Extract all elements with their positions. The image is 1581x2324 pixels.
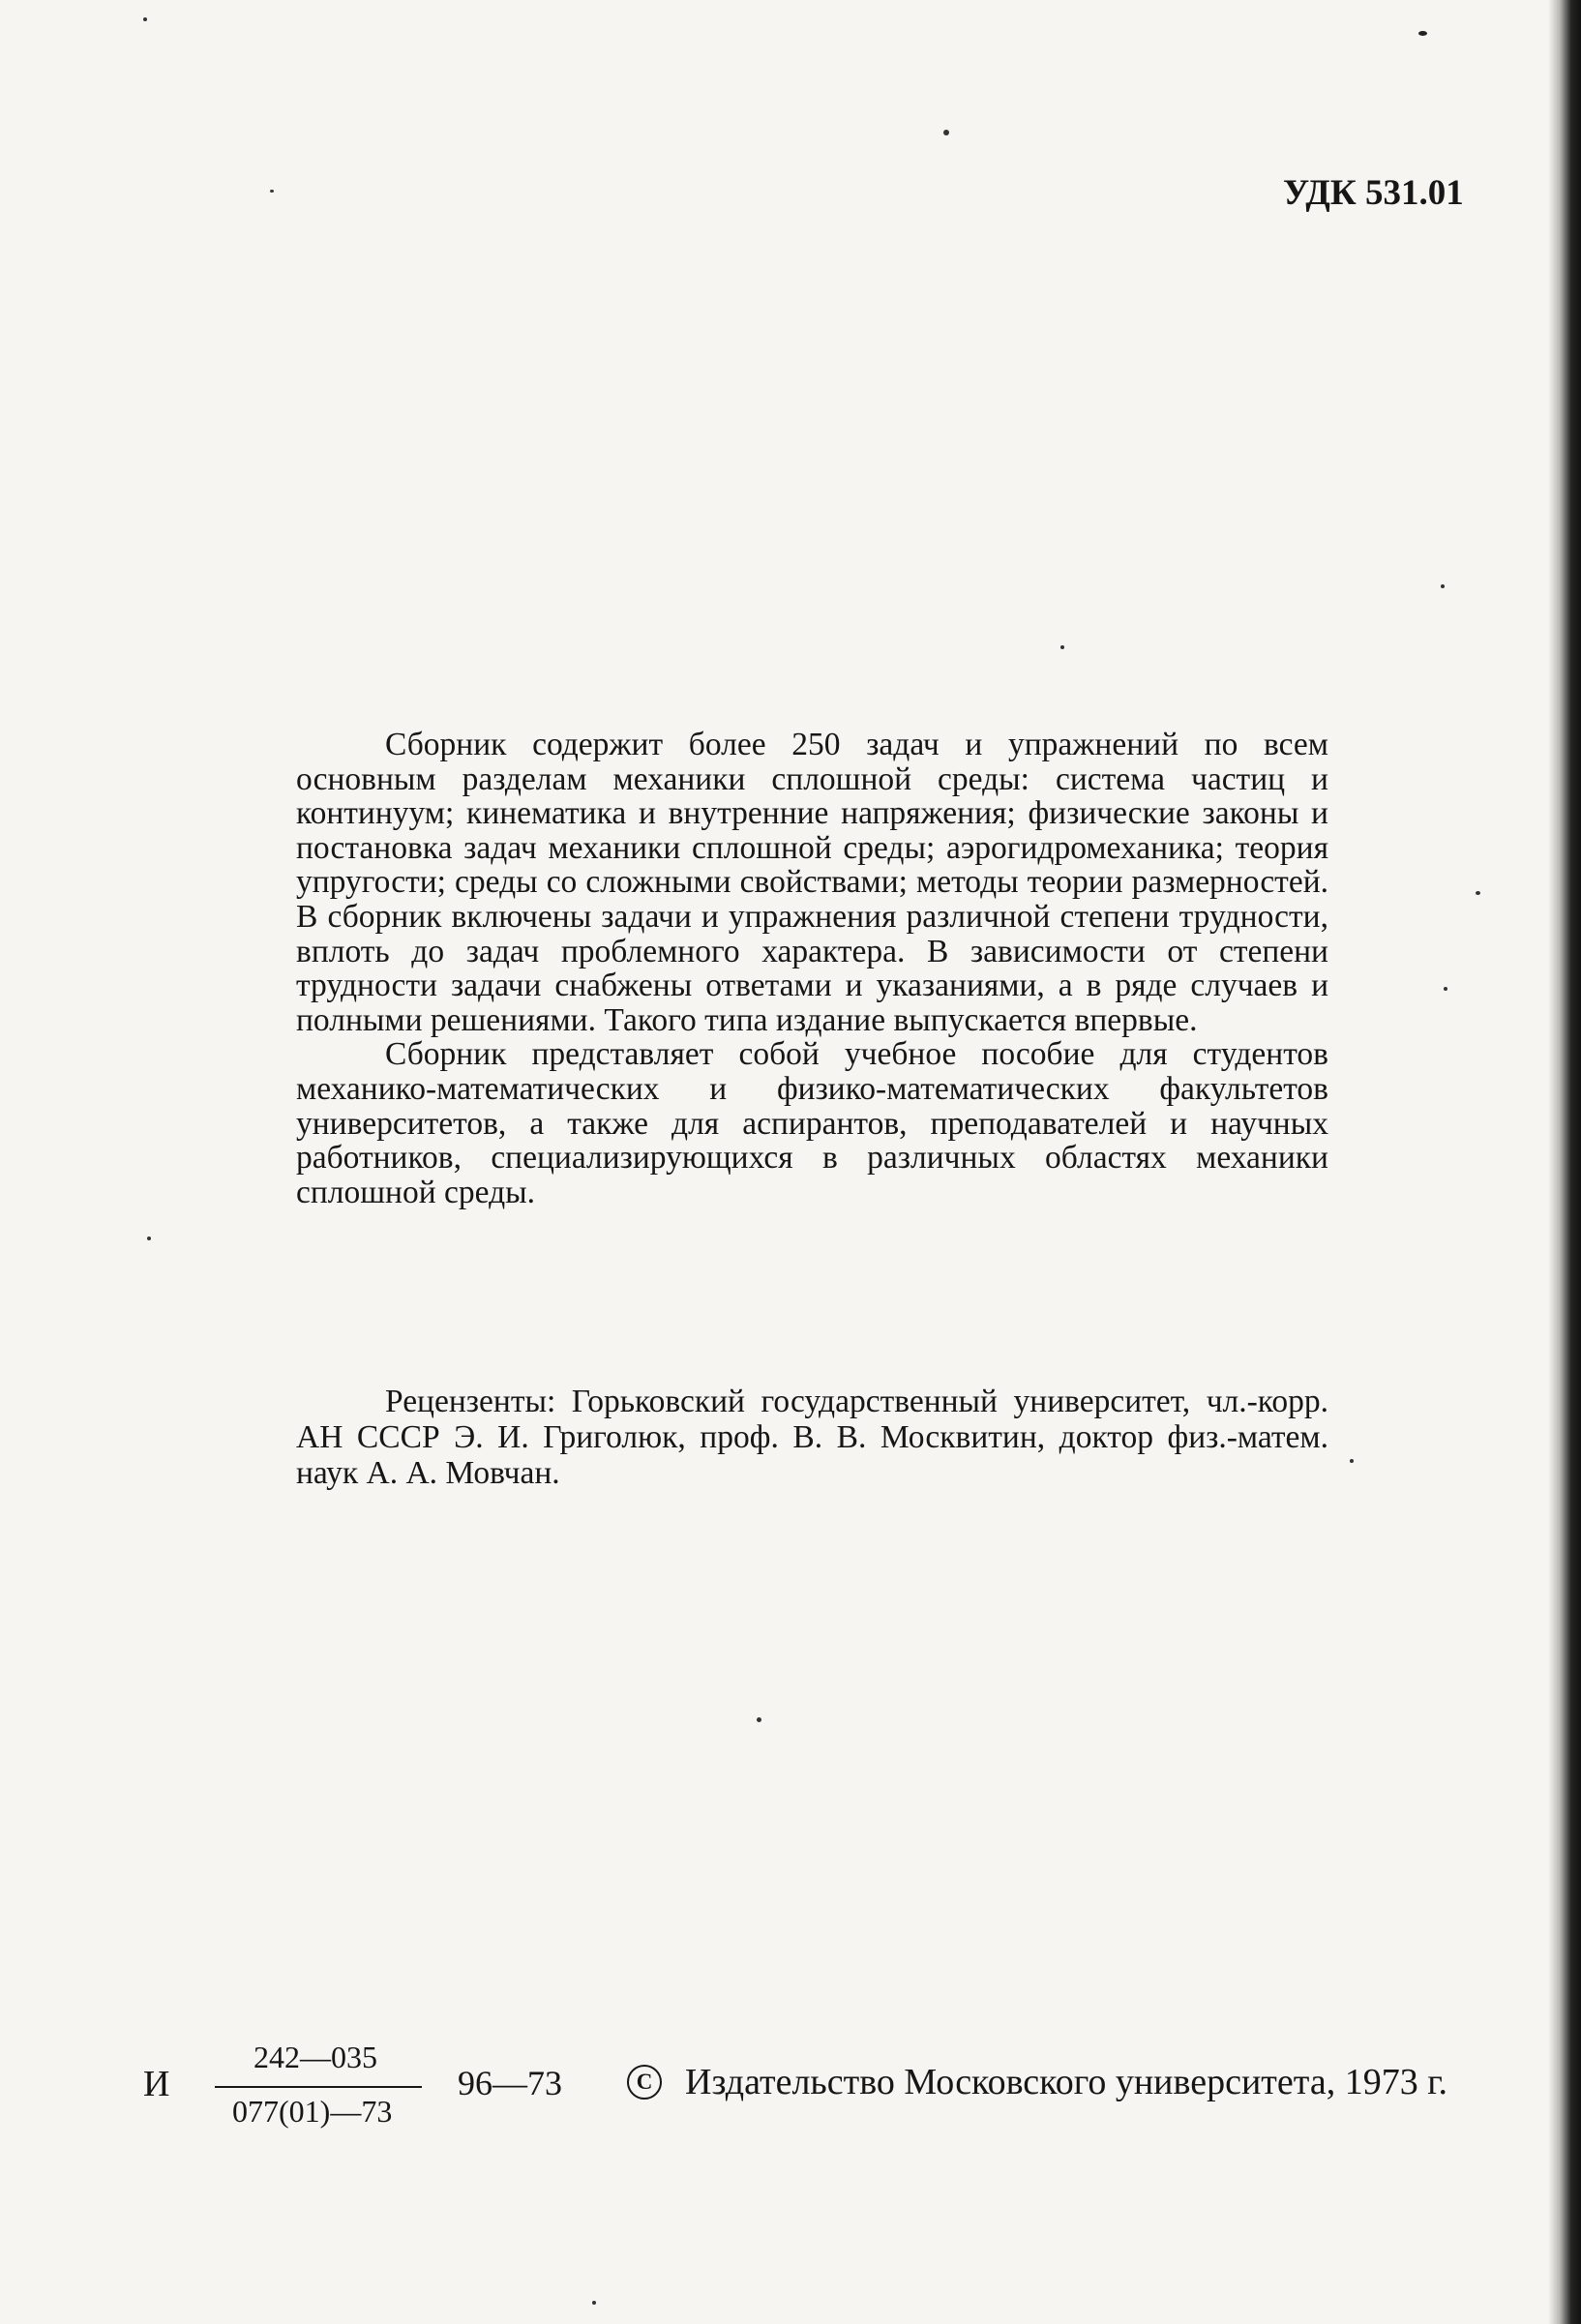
fraction-numerator: 242—035 bbox=[254, 2040, 377, 2074]
fraction-bar bbox=[215, 2086, 422, 2088]
imprint-line bbox=[0, 2040, 1581, 2136]
scan-speck bbox=[592, 2301, 596, 2305]
scan-edge-shadow bbox=[1548, 0, 1581, 2324]
scan-speck bbox=[1418, 31, 1427, 36]
scan-speck bbox=[943, 130, 949, 135]
udk-code: УДК 531.01 bbox=[1283, 173, 1464, 213]
reviewers bbox=[296, 1384, 1328, 1491]
scan-speck bbox=[270, 190, 274, 193]
scan-speck bbox=[1476, 891, 1480, 895]
publication-code: 96—73 bbox=[458, 2064, 562, 2102]
scan-speck bbox=[1441, 584, 1445, 588]
scan-speck bbox=[1350, 1459, 1354, 1463]
scan-speck bbox=[1060, 645, 1064, 649]
reviewers-text: Рецензенты: Горьковский государственный университет, чл.-корр. АН СССР Э. И. Григолюк, проф. В. В. Москвитин, доктор физ.-матем. наук А. А. Мовчан. bbox=[296, 1384, 1328, 1491]
copyright-icon: C bbox=[627, 2065, 662, 2100]
scan-speck bbox=[143, 17, 147, 21]
abstract-paragraph: Сборник содержит более 250 задач и упражнений по всем основным разделам механики сплошной среды: система частиц и континуум; кинематика и внутренние напряжения; физические законы и постановка задач механики сплошной среды; аэрогидромеханика; теория упругости; среды со сложными свойствами; методы теории размерностей. В сборник включены задачи и упражнения различной степени трудности, вплоть до задач проблемного характера. В зависимости от степени трудности задачи снабжены ответами и указаниями, а в ряде случаев и полными решениями. Такого типа издание выпускается впервые. bbox=[296, 727, 1328, 1038]
index-letter: И bbox=[143, 2064, 170, 2104]
abstract bbox=[296, 728, 1328, 1209]
abstract-paragraph: Сборник представляет собой учебное пособие для студентов механико-математических и физико-математических факультетов университетов, а также для аспирантов, преподавателей и научных работников, специализирующихся в различных областях механики сплошной среды. bbox=[296, 1036, 1328, 1210]
publisher-line: Издательство Московского университета, 1973 г. bbox=[685, 2062, 1448, 2102]
scan-speck bbox=[147, 1236, 151, 1240]
scan-speck bbox=[757, 1717, 761, 1722]
scan-speck bbox=[1444, 987, 1447, 991]
fraction-denominator: 077(01)—73 bbox=[232, 2094, 393, 2129]
